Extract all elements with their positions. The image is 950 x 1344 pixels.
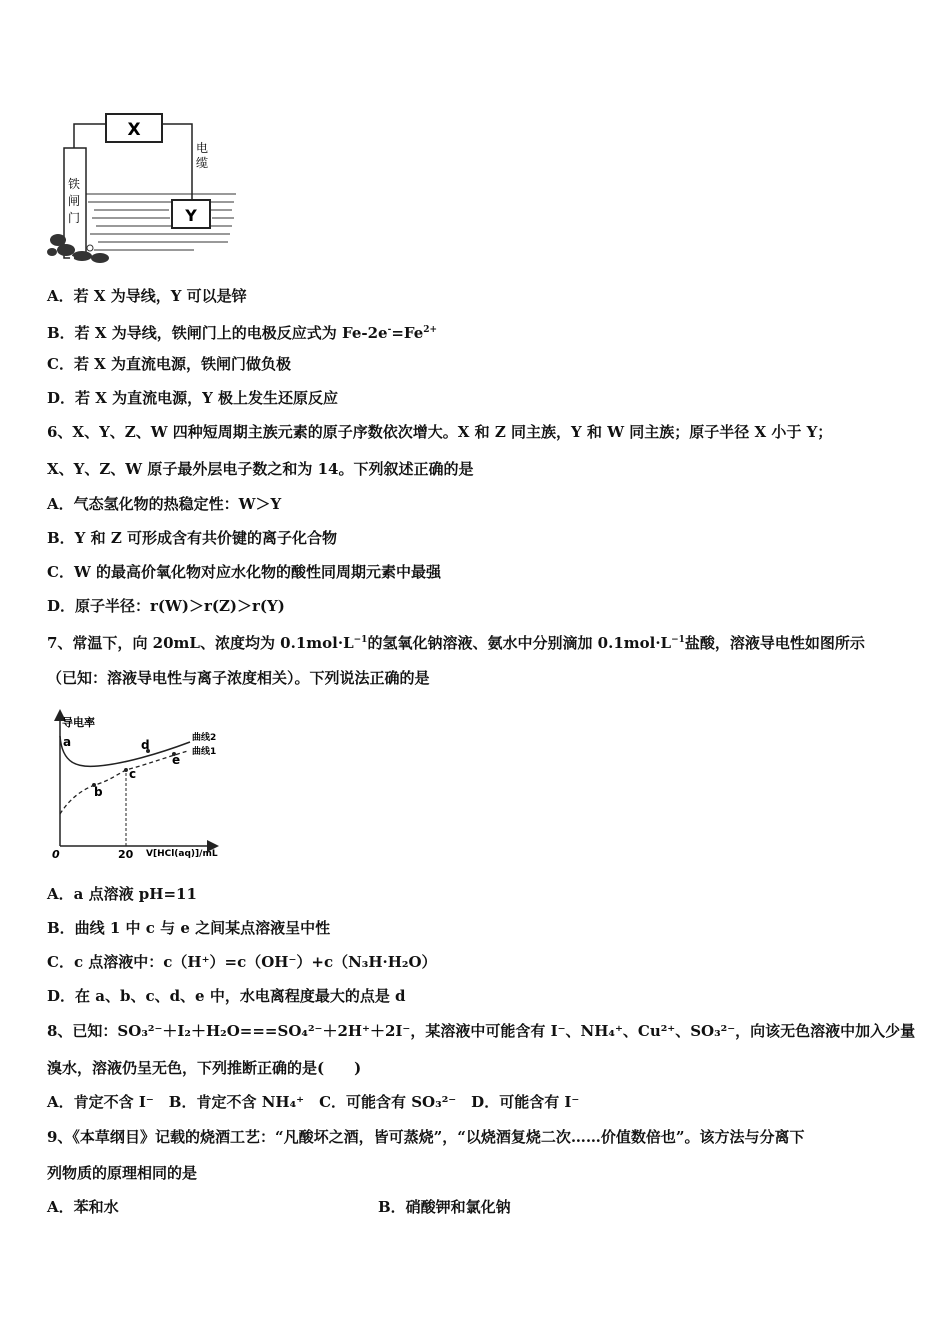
cable-label-2: 缆	[196, 156, 209, 170]
q9-stem-2: 列物质的原理相同的是	[47, 1164, 198, 1182]
point-label-a: a	[63, 735, 72, 749]
x-label: X	[127, 120, 141, 140]
tick-label-20: 20	[118, 848, 134, 861]
q6-option-b: B．Y 和 Z 可形成含有共价键的离子化合物	[47, 529, 338, 547]
q5-option-a: A．若 X 为导线，Y 可以是锌	[47, 287, 247, 305]
iron-gate-diagram	[44, 112, 244, 267]
q5-option-c: C．若 X 为直流电源，铁闸门做负极	[47, 355, 292, 373]
point-label-b: b	[94, 785, 103, 799]
q8-options: A．肯定不含 I⁻ B．肯定不含 NH₄⁺ C．可能含有 SO₃²⁻ D．可能含有 I⁻	[47, 1093, 580, 1111]
point-c	[124, 768, 128, 772]
cable-label-1: 电	[196, 141, 209, 155]
q6-option-c: C．W 的最高价氧化物对应水化物的酸性同周期元素中最强	[47, 563, 442, 581]
curve-2	[60, 736, 190, 766]
q6-stem-2: X、Y、Z、W 原子最外层电子数之和为 14。下列叙述正确的是	[47, 460, 474, 478]
curve-1	[60, 751, 188, 814]
point-label-e: e	[172, 753, 181, 767]
q7-stem-1: 7、常温下，向 20mL、浓度均为 $0.1mol\cdot L^{-1}$的氢氧化钠溶液、氨水中分别滴加 $0.1mol\cdot L^{-1}$盐酸，溶液导电性如图所示	[47, 634, 865, 652]
point-label-c: c	[129, 767, 137, 781]
q8-stem-2: 溴水，溶液仍呈无色，下列推断正确的是( )	[47, 1059, 362, 1077]
q8-stem-1: 8、已知：SO₃²⁻＋I₂＋H₂O===SO₄²⁻＋2H⁺＋2I⁻，某溶液中可能含有 I⁻、NH₄⁺、Cu²⁺、SO₃²⁻，向该无色溶液中加入少量	[47, 1022, 916, 1040]
curve-2-label: 曲线2	[192, 733, 217, 743]
q9-stem-1: 9、《本草纲目》记载的烧酒工艺：“凡酸坏之酒，皆可蒸烧”，“以烧酒复烧二次……价值数倍也”。该方法与分离下	[47, 1128, 805, 1146]
y-label: Y	[185, 206, 197, 225]
q5-option-b: B．若 X 为导线，铁闸门上的电极反应式为 $Fe-2e^-=Fe^{2+}$	[47, 324, 438, 342]
conductivity-chart	[48, 706, 238, 868]
q6-option-d: D．原子半径：r(W)＞r(Z)＞r(Y)	[47, 597, 285, 615]
origin-label: 0	[52, 848, 60, 861]
q9-option-b: B．硝酸钾和氯化钠	[378, 1198, 511, 1216]
q7-option-c: C．c 点溶液中：c（H⁺）=c（OH⁻）+c（N₃H·H₂O）	[47, 953, 437, 971]
q6-stem-1: 6、X、Y、Z、W 四种短周期主族元素的原子序数依次增大。X 和 Z 同主族，Y 和 W 同主族；原子半径 X 小于 Y；	[47, 423, 833, 441]
q7-stem-2: （已知：溶液导电性与离子浓度相关）。下列说法正确的是	[47, 669, 430, 687]
q7-option-b: B．曲线 1 中 c 与 e 之间某点溶液呈中性	[47, 919, 331, 937]
q9-option-a: A．苯和水	[47, 1198, 119, 1216]
gate-label-3: 门	[68, 211, 81, 225]
x-axis-label: V[HCl(aq)]/mL	[146, 849, 218, 859]
q5-option-d: D．若 X 为直流电源，Y 极上发生还原反应	[47, 389, 339, 407]
q7-option-a: A．a 点溶液 pH=11	[47, 885, 197, 903]
y-axis-label: 导电率	[62, 716, 95, 729]
gate-label-1: 铁	[68, 177, 81, 191]
point-label-d: d	[141, 738, 150, 752]
gate-label-2: 闸	[68, 194, 81, 208]
q7-option-d: D．在 a、b、c、d、e 中，水电离程度最大的点是 d	[47, 987, 406, 1005]
q6-option-a: A．气态氢化物的热稳定性：W＞Y	[47, 495, 282, 513]
curve-1-label: 曲线1	[192, 747, 217, 757]
